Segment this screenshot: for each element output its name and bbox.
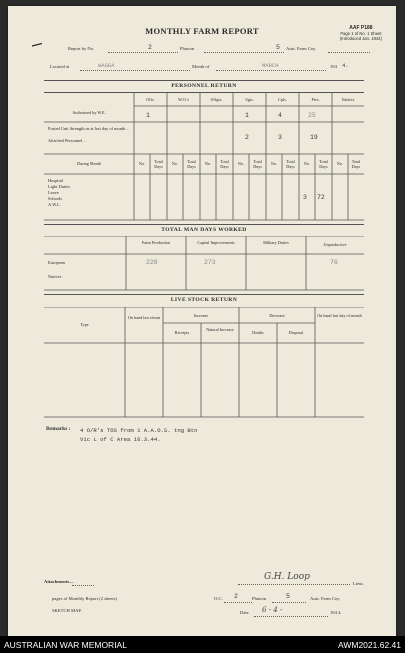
remarks-line-2: Vic L of C Area 16.3.44. bbox=[80, 436, 161, 443]
archive-id: AWM2021.62.41 bbox=[338, 640, 401, 650]
posted-label: Posted Unit Strength as at last day of month .. bbox=[48, 126, 129, 131]
rule bbox=[44, 294, 364, 295]
report-sheet bbox=[8, 6, 396, 636]
date-value: 6 - 4 - bbox=[262, 606, 283, 614]
sub-no: No. bbox=[303, 161, 311, 166]
row-awl: A.W.L. bbox=[48, 202, 61, 207]
sub-no: No. bbox=[237, 161, 245, 166]
col-ptes: Ptes. bbox=[311, 97, 320, 102]
report-by-line bbox=[108, 52, 178, 53]
month-value: MARCH bbox=[262, 62, 279, 69]
footer-platoon-label: Platoon bbox=[252, 596, 267, 601]
unproductive-value: 76 bbox=[330, 259, 338, 266]
livestock-type-label: Type bbox=[80, 322, 89, 327]
month-line bbox=[216, 70, 326, 71]
company-label: Aust. Farm Coy. bbox=[286, 46, 317, 51]
signature: G.H. Loop bbox=[264, 572, 310, 582]
col-offs: Offs. bbox=[146, 97, 155, 102]
attachments-line bbox=[72, 585, 94, 586]
oc-label: O.C. bbox=[214, 596, 223, 601]
remarks-line-1: 4 O/R's TOS from 1 A.A.O.S. tng Btn bbox=[80, 427, 198, 434]
attached-label: Attached Personnel .. bbox=[48, 138, 86, 143]
located-label: Located at bbox=[50, 64, 70, 69]
oc-no: 2 bbox=[234, 593, 238, 600]
ptes-days: 72 bbox=[317, 194, 325, 201]
row-european: European bbox=[48, 260, 65, 265]
row-light-duties: Light Duties bbox=[48, 184, 71, 189]
on-hand-last-return: On hand last return bbox=[127, 315, 161, 320]
platoon-no: 5 bbox=[276, 44, 280, 51]
receipts-label: Receipts bbox=[174, 330, 190, 335]
rule bbox=[44, 80, 364, 81]
sub-total-days: Total Days bbox=[253, 159, 262, 169]
col-capital-improvements: Capital Improvements bbox=[197, 240, 235, 245]
sub-no: No. bbox=[171, 161, 179, 166]
platoon-line bbox=[204, 52, 284, 53]
ptes-no: 3 bbox=[303, 194, 307, 201]
footer-platoon-line bbox=[272, 602, 306, 603]
increase-label: Increase bbox=[194, 313, 208, 318]
form-code-block bbox=[340, 25, 382, 41]
sub-no: No. bbox=[138, 161, 146, 166]
attachments-label: Attachments— bbox=[44, 579, 74, 584]
located-line bbox=[80, 70, 190, 71]
located-value: WAGGA bbox=[98, 62, 115, 69]
col-ssgts: S/Sgts. bbox=[210, 97, 223, 102]
livestock-title: LIVE STOCK RETURN bbox=[170, 297, 238, 303]
row-natives: Natives bbox=[48, 274, 62, 279]
date-year: 194 4. bbox=[330, 610, 342, 615]
personnel-title: PERSONNEL RETURN bbox=[171, 83, 237, 89]
company-line bbox=[328, 52, 370, 53]
report-by-label: Report by No. bbox=[68, 46, 95, 51]
sub-total-days: Total Days bbox=[220, 159, 229, 169]
auth-offs: 1 bbox=[146, 112, 150, 119]
row-schools: Schools bbox=[48, 196, 62, 201]
auth-ptes: 25 bbox=[308, 112, 316, 119]
col-sgts: Sgts. bbox=[245, 97, 254, 102]
auth-cpls: 4 bbox=[278, 112, 282, 119]
signature-line bbox=[238, 584, 350, 585]
natural-increase-label: Natural Increase bbox=[206, 327, 234, 332]
archive-name: AUSTRALIAN WAR MEMORIAL bbox=[4, 640, 127, 650]
sub-total-days: Total Days bbox=[154, 159, 163, 169]
capital-improvements-value: 273 bbox=[204, 259, 216, 266]
row-leave: Leave bbox=[48, 190, 59, 195]
deaths-label: Deaths bbox=[252, 330, 264, 335]
lieut-label: Lieut. bbox=[353, 581, 364, 586]
auth-sgts: 1 bbox=[245, 112, 249, 119]
posted-cpls: 3 bbox=[278, 134, 282, 141]
pages-label: pages of Monthly Report (2 sheets) bbox=[52, 596, 117, 601]
on-hand-last-day: On hand last day of month bbox=[317, 313, 362, 318]
sub-no: No. bbox=[270, 161, 278, 166]
farm-production-value: 228 bbox=[146, 259, 158, 266]
authorized-label: Authorized by W.E. bbox=[72, 110, 106, 115]
col-cpls: Cpls. bbox=[278, 97, 287, 102]
pen-mark-icon bbox=[32, 43, 42, 47]
col-military-duties: Military Duties bbox=[263, 240, 289, 245]
row-hospital: Hospital bbox=[48, 178, 63, 183]
year-prefix: 194 bbox=[330, 64, 337, 69]
rule bbox=[44, 224, 364, 225]
year-suffix: 4. bbox=[342, 62, 349, 69]
archive-caption-bar bbox=[0, 636, 405, 653]
introduced-note: (Introduced Jan. 1944) bbox=[339, 36, 382, 41]
col-unproductive: Unproductive bbox=[323, 242, 347, 247]
oc-line bbox=[224, 602, 252, 603]
col-natives: Natives bbox=[341, 97, 355, 102]
col-wos: W.O.'s bbox=[177, 97, 190, 102]
report-no: 2 bbox=[148, 44, 152, 51]
sub-no: No. bbox=[204, 161, 212, 166]
during-month-label: During Month bbox=[76, 161, 102, 166]
form-title: MONTHLY FARM REPORT bbox=[145, 26, 259, 36]
sub-total-days: Total Days bbox=[351, 159, 361, 169]
sketch-map-label: SKETCH MAP. bbox=[52, 608, 82, 613]
disposal-label: Disposal bbox=[288, 330, 304, 335]
platoon-label: Platoon bbox=[180, 46, 195, 51]
footer-company-label: Aust. Farm Coy. bbox=[310, 596, 341, 601]
date-label: Date bbox=[240, 610, 249, 615]
decrease-label: Decrease bbox=[269, 313, 285, 318]
footer-platoon-no: 5 bbox=[286, 593, 290, 600]
form-code: AAF P188 bbox=[349, 25, 373, 31]
date-line bbox=[254, 616, 328, 617]
remarks-label: Remarks : bbox=[46, 426, 71, 432]
man-days-title: TOTAL MAN DAYS WORKED bbox=[161, 227, 247, 233]
page-note: Page 1 of No. 1 Sheet bbox=[340, 31, 382, 36]
sub-total-days: Total Days bbox=[286, 159, 295, 169]
col-farm-production: Farm Production bbox=[141, 240, 171, 245]
posted-sgts: 2 bbox=[245, 134, 249, 141]
sub-no: No. bbox=[336, 161, 344, 166]
month-label: Month of bbox=[192, 64, 210, 69]
sub-total-days: Total Days bbox=[187, 159, 196, 169]
sub-total-days: Total Days bbox=[319, 159, 328, 169]
posted-ptes: 19 bbox=[310, 134, 318, 141]
